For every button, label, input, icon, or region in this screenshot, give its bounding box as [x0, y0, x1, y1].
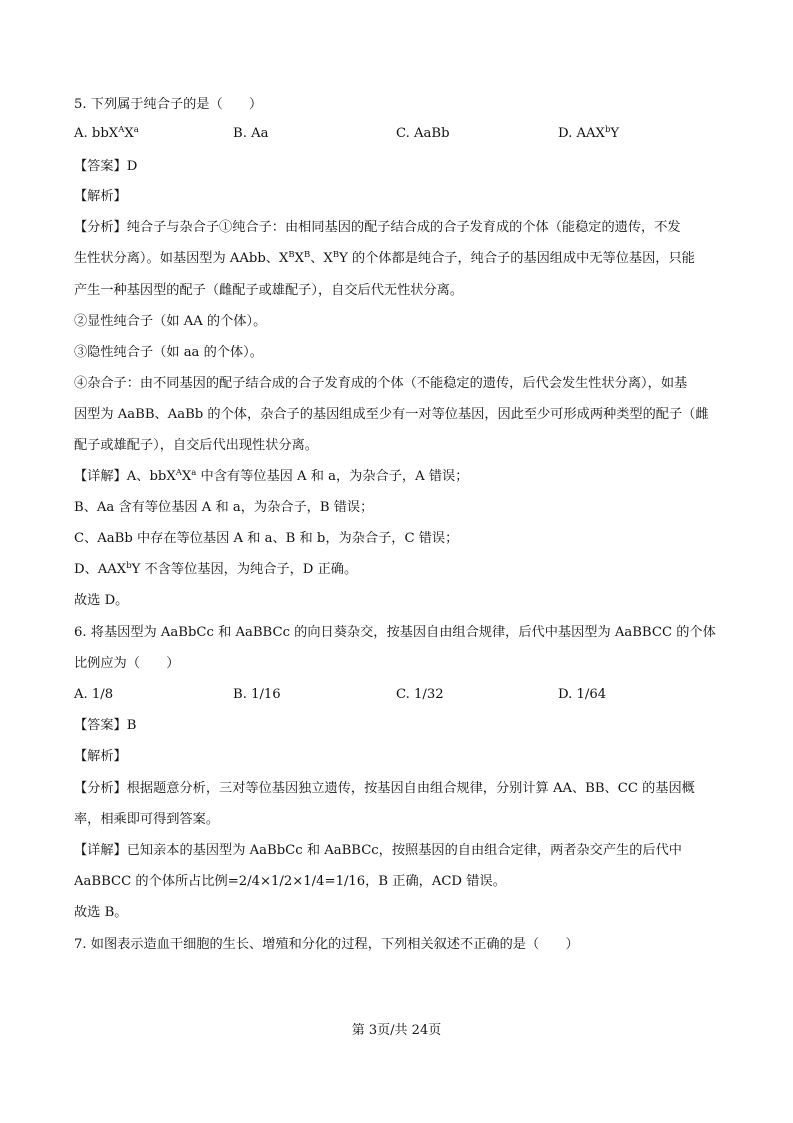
q5-detail-line: 【详解】A、$bbX^AX^a$ 中含有等位基因 A 和 a，为杂合子，A 错误；	[74, 468, 469, 484]
q5-stem: 5. 下列属于纯合子的是（ ）	[74, 97, 263, 112]
q6-analysis-line: 率，相乘即可得到答案。	[74, 812, 220, 827]
q5-analysis-line: ③隐性纯合子（如 aa 的个体）。	[74, 345, 263, 360]
q5-conclusion: 故选 D。	[74, 593, 129, 608]
q5-option-a: A. $bbX^AX^a$	[74, 125, 139, 141]
q6-detail-line: AaBBCC 的个体所占比例=2/4×1/2×1/4=1/16，B 正确，ACD 错误。	[74, 874, 506, 889]
page-number: 第 3页/共 24页	[351, 1023, 442, 1038]
q5-analysis-line: 配子或雄配子），自交后代出现性状分离。	[74, 438, 318, 453]
q5-analysis-heading: 【解析】	[74, 189, 127, 204]
q5-detail-line: B、Aa 含有等位基因 A 和 a，为杂合子，B 错误；	[74, 500, 374, 515]
q5-analysis-line: ②显性纯合子（如 AA 的个体）。	[74, 314, 267, 329]
q6-stem: 6. 将基因型为 AaBbCc 和 AaBBCc 的向日葵杂交，按基因自由组合规律，后代中基因型为 AaBBCC 的个体	[74, 625, 716, 640]
q5-analysis-line: 生性状分离）。如基因型为 AAbb、$X^BX^B$、$X^BY$ 的个体都是纯合子，纯合子的基因组成中无等位基因，只能	[74, 250, 695, 266]
q6-analysis-line: 【分析】根据题意分析，三对等位基因独立遗传，按基因自由组合规律，分别计算 AA、BB、CC 的基因概	[74, 781, 695, 796]
q5-option-b: B. Aa	[233, 126, 269, 141]
q5-analysis-line: ④杂合子：由不同基因的配子结合成的合子发育成的个体（不能稳定的遗传，后代会发生性状分离），如基	[74, 376, 688, 391]
q5-analysis-line: 【分析】纯合子与杂合子①纯合子：由相同基因的配子结合成的合子发育成的个体（能稳定的遗传，不发	[74, 220, 681, 235]
q5-analysis-line: 因型为 AaBB、AaBb 的个体，杂合子的基因组成至少有一对等位基因，因此至少可形成两种类型的配子（雌	[74, 407, 709, 422]
q6-detail-line: 【详解】已知亲本的基因型为 AaBbCc 和 AaBBCc，按照基因的自由组合定律，两者杂交产生的后代中	[74, 843, 682, 858]
q6-analysis-heading: 【解析】	[74, 749, 127, 764]
q5-answer: 【答案】D	[74, 159, 138, 174]
q7-stem: 7. 如图表示造血干细胞的生长、增殖和分化的过程，下列相关叙述不正确的是（ ）	[74, 937, 579, 952]
q6-conclusion: 故选 B。	[74, 905, 128, 920]
q5-detail-line: C、AaBb 中存在等位基因 A 和 a、B 和 b，为杂合子，C 错误；	[74, 531, 459, 546]
q6-option-c: C. 1/32	[396, 687, 444, 702]
q5-analysis-line: 产生一种基因型的配子（雌配子或雄配子），自交后代无性状分离。	[74, 283, 464, 298]
q6-answer: 【答案】B	[74, 718, 137, 733]
q5-option-c: C. AaBb	[396, 126, 450, 141]
q6-option-b: B. 1/16	[233, 687, 281, 702]
q6-option-a: A. 1/8	[74, 687, 114, 702]
q5-detail-line: D、AAX$^b$Y 不含等位基因，为纯合子，D 正确。	[74, 561, 358, 577]
q6-option-d: D. 1/64	[558, 687, 607, 702]
q6-stem: 比例应为（ ）	[74, 656, 180, 671]
q5-option-d: D. AAX$^b$Y	[558, 125, 620, 141]
